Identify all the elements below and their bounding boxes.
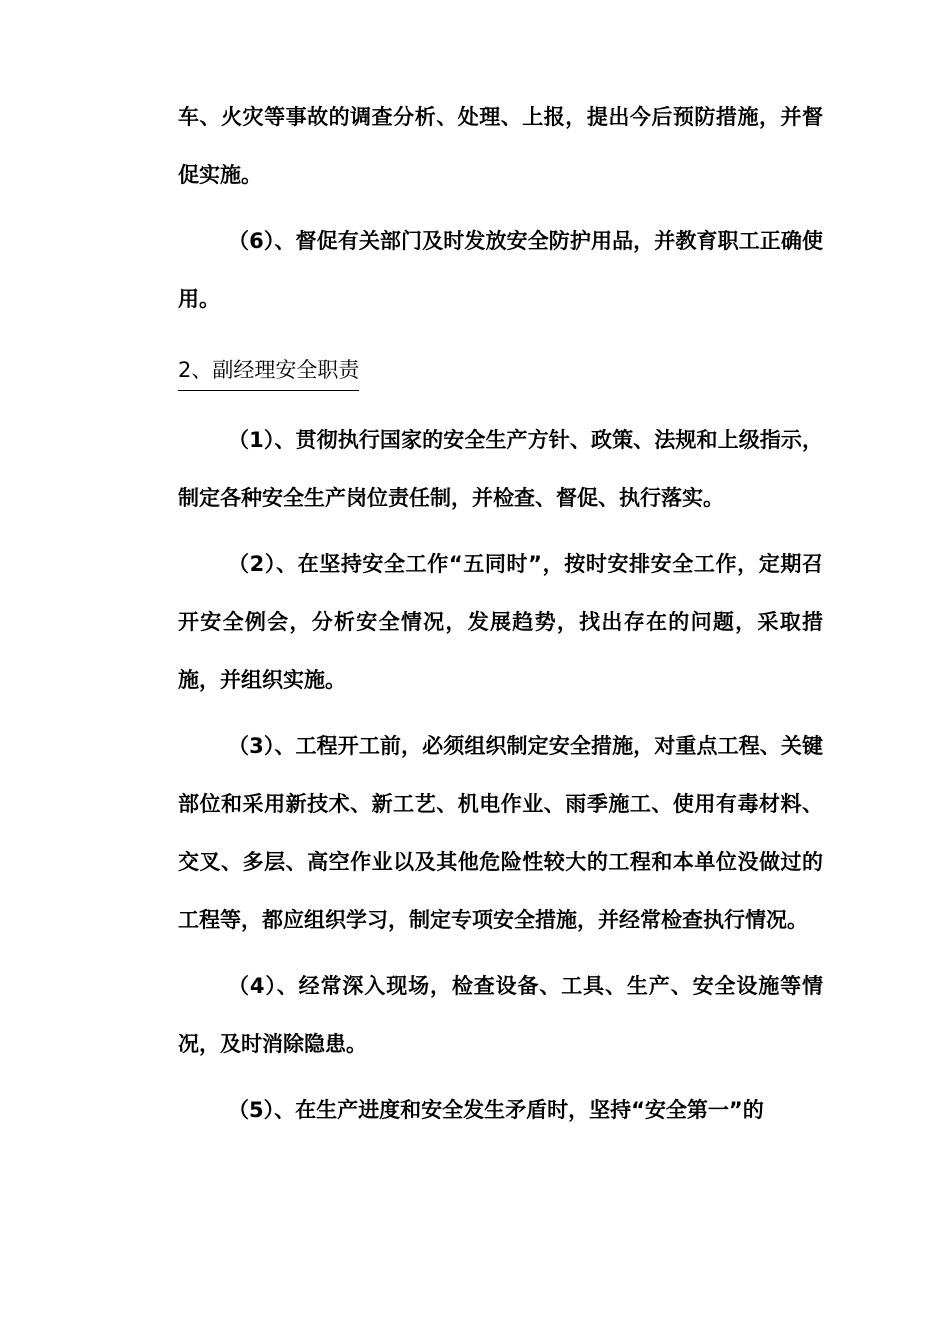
paragraph-item-4: （4）、经常深入现场，检查设备、工具、生产、安全设施等情况，及时消除隐患。 (178, 974, 823, 1056)
paragraph-item-1: （1）、贯彻执行国家的安全生产方针、政策、法规和上级指示，制定各种安全生产岗位责任制，并检查、督促、执行落实。 (178, 428, 823, 510)
paragraph-item-2: （2）、在坚持安全工作“五同时”，按时安排安全工作，定期召开安全例会，分析安全情况，发展趋势，找出存在的问题，采取措施，并组织实施。 (178, 552, 823, 692)
paragraph-item-5: （5）、在生产进度和安全发生矛盾时，坚持“安全第一”的 (228, 1098, 764, 1122)
section-heading: 2、副经理安全职责 (178, 352, 359, 391)
paragraph-continuation: 车、火灾等事故的调查分析、处理、上报，提出今后预防措施，并督促实施。 (178, 105, 823, 187)
document-page (178, 88, 823, 1147)
paragraph-item-6: （6）、督促有关部门及时发放安全防护用品，并教育职工正确使用。 (178, 229, 823, 311)
paragraph-item-3: （3）、工程开工前，必须组织制定安全措施，对重点工程、关键部位和采用新技术、新工艺、机电作业、雨季施工、使用有毒材料、交叉、多层、高空作业以及其他危险性较大的工程和本单位没做过的工程等，都应组织学习，制定专项安全措施，并经常检查执行情况。 (178, 734, 823, 932)
section-heading-wrapper (178, 336, 823, 405)
